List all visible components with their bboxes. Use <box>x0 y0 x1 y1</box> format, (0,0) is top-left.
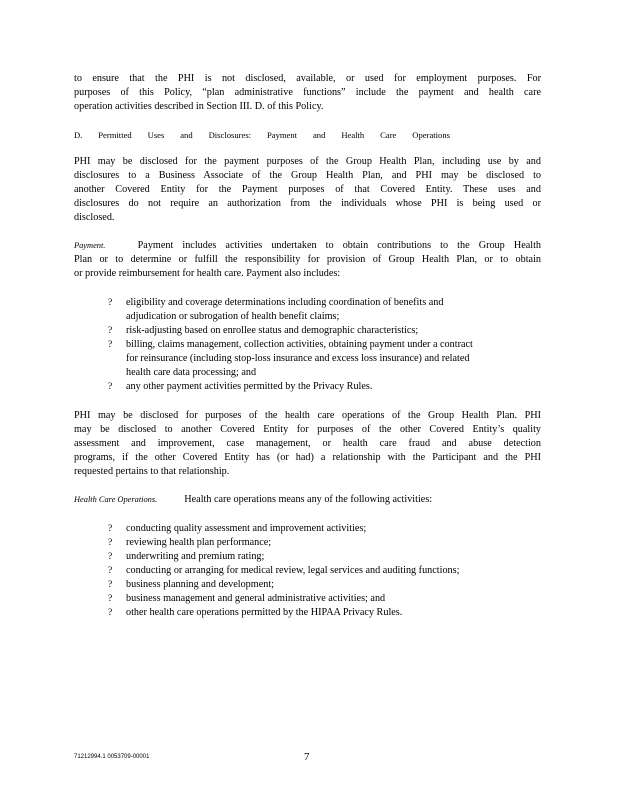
list-item: ? business planning and development; <box>108 579 274 590</box>
intro-line: operation activities described in Section III. D. of this Policy. <box>74 101 324 112</box>
paragraph-line: Payment includes activities undertaken to obtain contributions to the Group Health <box>137 240 542 251</box>
bullet-glyph-icon: ? <box>108 566 113 576</box>
bullet-glyph-icon: ? <box>108 298 113 308</box>
bullet-glyph-icon: ? <box>108 340 113 350</box>
list-item: ? business management and general administrative activities; and <box>108 593 386 604</box>
list-item: ? any other payment activities permitted by the Privacy Rules. <box>108 381 373 392</box>
paragraph-line: Plan or to determine or fulfill the responsibility for provision of Group Health Plan, or to obtain <box>74 254 541 265</box>
operations-lead: Health Care Operations. <box>74 495 158 504</box>
paragraph-line: requested pertains to that relationship. <box>74 466 230 477</box>
bullet-glyph-icon: ? <box>108 608 113 618</box>
page-number: 7 <box>304 751 310 763</box>
intro-line: to ensure that the PHI is not disclosed, available, or used for employment purposes. For <box>74 73 541 84</box>
document-code: 71212994.1 0053709-00001 <box>74 754 150 760</box>
intro-line: purposes of this Policy, “plan administrative functions” include the payment and health care <box>74 87 541 98</box>
bullet-glyph-icon: ? <box>108 594 113 604</box>
bullet-glyph-icon: ? <box>108 524 113 534</box>
paragraph-line: another Covered Entity for the Payment purposes of that Covered Entity. These uses and <box>74 184 541 195</box>
paragraph-line: Health care operations means any of the following activities: <box>184 494 433 505</box>
paragraph-line: PHI may be disclosed for purposes of the health care operations of the Group Health Plan. PHI <box>74 410 541 421</box>
operations-paragraph <box>74 493 541 507</box>
list-item: ? billing, claims management, collection activities, obtaining payment under a contract for reinsurance (including stop-loss insurance and excess loss insurance) and related health care data processing; and <box>108 339 473 378</box>
payment-paragraph <box>74 239 541 281</box>
paragraph-line: may be disclosed to another Covered Entity for purposes of the other Covered Entity’s quality <box>74 424 541 435</box>
list-item: ? reviewing health plan performance; <box>108 537 272 548</box>
paragraph-line: disclosures do not require an authorization from the individuals whose PHI is being used or <box>74 198 541 209</box>
payment-bullet-list <box>108 296 541 394</box>
list-item: ? underwriting and premium rating; <box>108 551 265 562</box>
paragraph-line: disclosures to a Business Associate of the Group Health Plan, and PHI may be disclosed to <box>74 170 541 181</box>
section-heading: D. Permitted Uses and Disclosures: Payment and Health Care Operations <box>74 130 450 140</box>
bullet-glyph-icon: ? <box>108 326 113 336</box>
list-item: ? conducting quality assessment and improvement activities; <box>108 523 367 534</box>
intro-paragraph <box>74 72 541 114</box>
payment-disclosure-paragraph <box>74 155 541 225</box>
list-item: ? other health care operations permitted by the HIPAA Privacy Rules. <box>108 607 403 618</box>
payment-lead: Payment. <box>74 241 106 250</box>
bullet-glyph-icon: ? <box>108 552 113 562</box>
list-item: ? eligibility and coverage determinations including coordination of benefits and adjudication or subrogation of health benefit claims; <box>108 297 444 322</box>
paragraph-line: disclosed. <box>74 212 115 223</box>
operations-bullet-list <box>108 522 541 620</box>
operations-disclosure-paragraph <box>74 409 541 479</box>
bullet-glyph-icon: ? <box>108 538 113 548</box>
paragraph-line: PHI may be disclosed for the payment purposes of the Group Health Plan, including use by and <box>74 156 541 167</box>
paragraph-line: programs, if the other Covered Entity has (or had) a relationship with the Participant and the PHI <box>74 452 541 463</box>
bullet-glyph-icon: ? <box>108 580 113 590</box>
list-item: ? conducting or arranging for medical review, legal services and auditing functions; <box>108 565 460 576</box>
paragraph-line: assessment and improvement, case management, or health care fraud and abuse detection <box>74 438 541 449</box>
bullet-glyph-icon: ? <box>108 382 113 392</box>
list-item: ? risk-adjusting based on enrollee status and demographic characteristics; <box>108 325 419 336</box>
paragraph-line: or provide reimbursement for health care. Payment also includes: <box>74 268 341 279</box>
